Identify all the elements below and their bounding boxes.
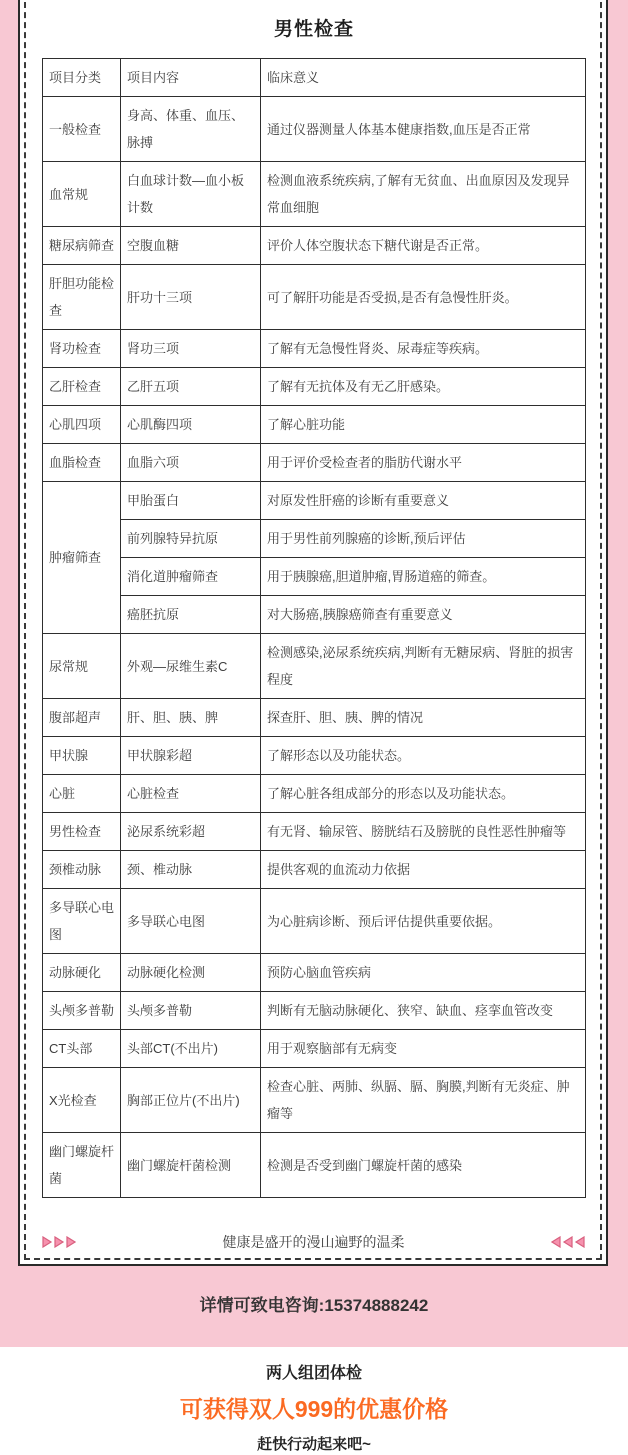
content-cell: 消化道肿瘤筛查 bbox=[121, 558, 261, 596]
table-row bbox=[43, 558, 586, 596]
table-row bbox=[43, 851, 586, 889]
category-cell: 肿瘤筛查 bbox=[43, 482, 121, 634]
table-row bbox=[43, 992, 586, 1030]
table-row bbox=[43, 1068, 586, 1133]
meaning-cell: 判断有无脑动脉硬化、狭窄、缺血、痉挛血管改变 bbox=[261, 992, 586, 1030]
table-header-row bbox=[43, 59, 586, 97]
category-cell: 一般检查 bbox=[43, 97, 121, 162]
table-row bbox=[43, 775, 586, 813]
category-cell: 幽门螺旋杆菌 bbox=[43, 1133, 121, 1198]
meaning-cell: 提供客观的血流动力依据 bbox=[261, 851, 586, 889]
category-cell: 心脏 bbox=[43, 775, 121, 813]
table-row bbox=[43, 699, 586, 737]
content-cell: 前列腺特异抗原 bbox=[121, 520, 261, 558]
slogan-row bbox=[42, 1232, 585, 1252]
meaning-cell: 为心脏病诊断、预后评估提供重要依据。 bbox=[261, 889, 586, 954]
content-cell: 血脂六项 bbox=[121, 444, 261, 482]
content-cell: 肝、胆、胰、脾 bbox=[121, 699, 261, 737]
content-cell: 白血球计数—血小板计数 bbox=[121, 162, 261, 227]
promo-section bbox=[0, 1360, 628, 1454]
category-cell: 甲状腺 bbox=[43, 737, 121, 775]
meaning-cell: 用于胰腺癌,胆道肿瘤,胃肠道癌的筛查。 bbox=[261, 558, 586, 596]
category-cell: 男性检查 bbox=[43, 813, 121, 851]
content-cell: 头部CT(不出片) bbox=[121, 1030, 261, 1068]
category-cell: 血常规 bbox=[43, 162, 121, 227]
meaning-cell: 检查心脏、两肺、纵膈、膈、胸膜,判断有无炎症、肿瘤等 bbox=[261, 1068, 586, 1133]
meaning-cell: 用于男性前列腺癌的诊断,预后评估 bbox=[261, 520, 586, 558]
table-row bbox=[43, 596, 586, 634]
category-cell: 肝胆功能检查 bbox=[43, 265, 121, 330]
category-cell: 血脂检查 bbox=[43, 444, 121, 482]
meaning-cell: 了解心脏各组成部分的形态以及功能状态。 bbox=[261, 775, 586, 813]
meaning-cell: 可了解肝功能是否受损,是否有急慢性肝炎。 bbox=[261, 265, 586, 330]
category-cell: 颈椎动脉 bbox=[43, 851, 121, 889]
content-cell: 泌尿系统彩超 bbox=[121, 813, 261, 851]
table-row bbox=[43, 889, 586, 954]
contact-phone-line: 详情可致电咨询:15374888242 bbox=[199, 1296, 429, 1315]
category-cell: 动脉硬化 bbox=[43, 954, 121, 992]
meaning-cell: 检测血液系统疾病,了解有无贫血、出血原因及发现异常血细胞 bbox=[261, 162, 586, 227]
header-category: 项目分类 bbox=[43, 59, 121, 97]
content-cell: 幽门螺旋杆菌检测 bbox=[121, 1133, 261, 1198]
content-cell: 肝功十三项 bbox=[121, 265, 261, 330]
category-cell: CT头部 bbox=[43, 1030, 121, 1068]
content-cell: 甲状腺彩超 bbox=[121, 737, 261, 775]
category-cell: 腹部超声 bbox=[43, 699, 121, 737]
exam-table bbox=[42, 58, 586, 1198]
meaning-cell: 检测感染,泌尿系统疾病,判断有无糖尿病、肾脏的损害程度 bbox=[261, 634, 586, 699]
table-row bbox=[43, 97, 586, 162]
table-row bbox=[43, 1030, 586, 1068]
category-cell: 尿常规 bbox=[43, 634, 121, 699]
content-cell: 空腹血糖 bbox=[121, 227, 261, 265]
meaning-cell: 检测是否受到幽门螺旋杆菌的感染 bbox=[261, 1133, 586, 1198]
table-row bbox=[43, 520, 586, 558]
meaning-cell: 用于观察脑部有无病变 bbox=[261, 1030, 586, 1068]
content-cell: 乙肝五项 bbox=[121, 368, 261, 406]
category-cell: X光检查 bbox=[43, 1068, 121, 1133]
category-cell: 糖尿病筛查 bbox=[43, 227, 121, 265]
category-cell: 肾功检查 bbox=[43, 330, 121, 368]
category-cell: 头颅多普勒 bbox=[43, 992, 121, 1030]
exam-table-body bbox=[43, 97, 586, 1198]
content-cell: 颈、椎动脉 bbox=[121, 851, 261, 889]
content-cell: 动脉硬化检测 bbox=[121, 954, 261, 992]
content-cell: 头颅多普勒 bbox=[121, 992, 261, 1030]
table-row bbox=[43, 444, 586, 482]
triple-right-arrows-icon bbox=[42, 1236, 76, 1248]
header-meaning: 临床意义 bbox=[261, 59, 586, 97]
header-content: 项目内容 bbox=[121, 59, 261, 97]
meaning-cell: 了解有无抗体及有无乙肝感染。 bbox=[261, 368, 586, 406]
category-cell: 多导联心电图 bbox=[43, 889, 121, 954]
content-cell: 心脏检查 bbox=[121, 775, 261, 813]
triple-left-arrows-icon bbox=[551, 1236, 585, 1248]
promo-line-2: 可获得双人999的优惠价格 bbox=[179, 1396, 449, 1422]
content-cell: 甲胎蛋白 bbox=[121, 482, 261, 520]
meaning-cell: 有无肾、输尿管、膀胱结石及膀胱的良性恶性肿瘤等 bbox=[261, 813, 586, 851]
table-row bbox=[43, 737, 586, 775]
meaning-cell: 探查肝、胆、胰、脾的情况 bbox=[261, 699, 586, 737]
content-cell: 心肌酶四项 bbox=[121, 406, 261, 444]
meaning-cell: 了解有无急慢性肾炎、尿毒症等疾病。 bbox=[261, 330, 586, 368]
table-row bbox=[43, 813, 586, 851]
meaning-cell: 评价人体空腹状态下糖代谢是否正常。 bbox=[261, 227, 586, 265]
table-row bbox=[43, 1133, 586, 1198]
page-title: 男性检查 bbox=[273, 19, 354, 40]
table-row bbox=[43, 330, 586, 368]
content-cell: 癌胚抗原 bbox=[121, 596, 261, 634]
content-cell: 身高、体重、血压、脉搏 bbox=[121, 97, 261, 162]
meaning-cell: 用于评价受检查者的脂肪代谢水平 bbox=[261, 444, 586, 482]
content-cell: 肾功三项 bbox=[121, 330, 261, 368]
table-row bbox=[43, 368, 586, 406]
content-cell: 外观—尿维生素C bbox=[121, 634, 261, 699]
meaning-cell: 对原发性肝癌的诊断有重要意义 bbox=[261, 482, 586, 520]
meaning-cell: 预防心脑血管疾病 bbox=[261, 954, 586, 992]
meaning-cell: 对大肠癌,胰腺癌筛查有重要意义 bbox=[261, 596, 586, 634]
meaning-cell: 了解形态以及功能状态。 bbox=[261, 737, 586, 775]
table-row bbox=[43, 162, 586, 227]
category-cell: 心肌四项 bbox=[43, 406, 121, 444]
content-cell: 多导联心电图 bbox=[121, 889, 261, 954]
table-row bbox=[43, 406, 586, 444]
meaning-cell: 通过仪器测量人体基本健康指数,血压是否正常 bbox=[261, 97, 586, 162]
promo-line-1: 两人组团体检 bbox=[265, 1365, 362, 1382]
table-row bbox=[43, 227, 586, 265]
content-cell: 胸部正位片(不出片) bbox=[121, 1068, 261, 1133]
slogan-text: 健康是盛开的漫山遍野的温柔 bbox=[222, 1234, 405, 1250]
table-row bbox=[43, 482, 586, 520]
table-row bbox=[43, 265, 586, 330]
table-row bbox=[43, 954, 586, 992]
promo-line-3: 赶快行动起来吧~ bbox=[257, 1436, 371, 1453]
meaning-cell: 了解心脏功能 bbox=[261, 406, 586, 444]
table-row bbox=[43, 634, 586, 699]
category-cell: 乙肝检查 bbox=[43, 368, 121, 406]
